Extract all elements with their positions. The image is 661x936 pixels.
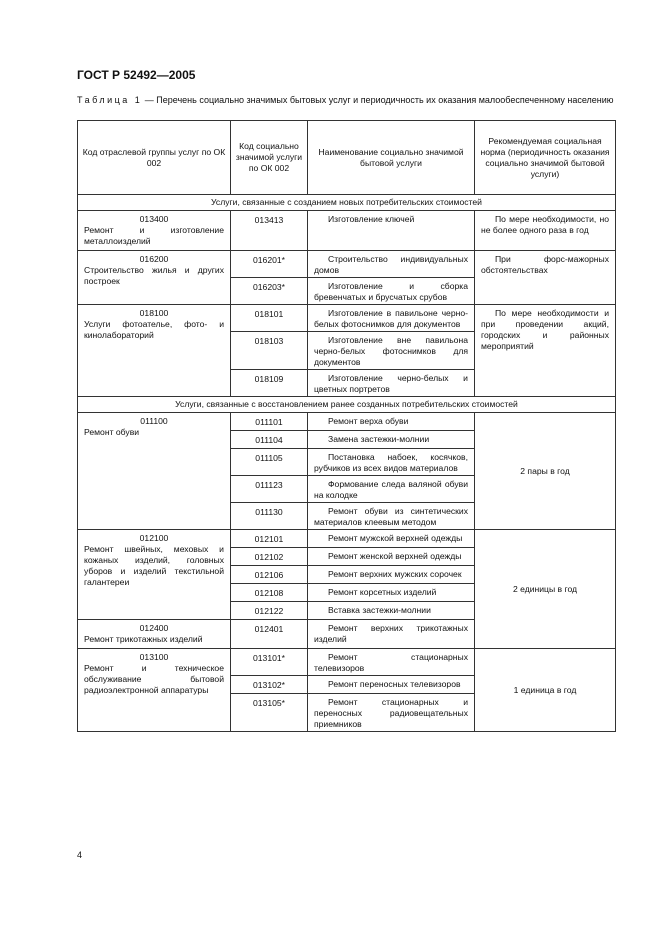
- table-row: [78, 305, 616, 332]
- service-name: Ремонт женской верхней одежды: [328, 551, 462, 561]
- service-name: Ремонт обуви из синтетических материалов клеевым методом: [314, 506, 468, 527]
- header-service-code: Код социально значимой услуги по ОК 002: [231, 121, 308, 195]
- norm-text: По мере необходимости, но не более одного раза в год: [481, 214, 609, 235]
- service-name-cell: [308, 332, 475, 370]
- service-name-cell: [308, 602, 475, 620]
- service-code: 013102*: [231, 676, 308, 694]
- table-header-row: [78, 121, 616, 195]
- norm-text: При форс-мажорных обстоятельствах: [481, 254, 609, 275]
- service-name: Ремонт верхних мужских сорочек: [328, 569, 462, 579]
- group-code: 012100: [139, 533, 169, 543]
- service-name-cell: [308, 503, 475, 530]
- service-code: 011104: [231, 431, 308, 449]
- service-name: Замена застежки-молнии: [328, 434, 430, 444]
- service-code: 011130: [231, 503, 308, 530]
- service-code: 018109: [231, 370, 308, 397]
- section-row: [78, 397, 616, 413]
- service-name: Постановка набоек, косячков, рубчиков из всех видов материалов: [314, 452, 468, 473]
- service-name-cell: [308, 413, 475, 431]
- service-code: 013413: [231, 211, 308, 251]
- service-name-cell: [308, 476, 475, 503]
- services-table: [77, 120, 616, 732]
- table-row: [78, 530, 616, 548]
- service-code: 012108: [231, 584, 308, 602]
- service-name: Изготовление ключей: [328, 214, 415, 224]
- service-name-cell: [308, 431, 475, 449]
- section-title: Услуги, связанные с созданием новых потребительских стоимостей: [78, 195, 616, 211]
- service-name-cell: [308, 251, 475, 278]
- norm-cell: [475, 305, 616, 397]
- service-code: 011105: [231, 449, 308, 476]
- service-name-cell: [308, 449, 475, 476]
- service-name: Ремонт верхних трикотажных изделий: [314, 623, 468, 644]
- service-code: 012122: [231, 602, 308, 620]
- group-name: Услуги фотоательe, фото- и кинолабораторий: [84, 319, 224, 340]
- group-code: 011100: [140, 416, 168, 426]
- service-name: Строительство индивидуальных домов: [314, 254, 468, 275]
- table-caption: [77, 95, 617, 106]
- document-header: ГОСТ Р 52492—2005: [77, 68, 196, 82]
- group-cell: [78, 413, 231, 530]
- norm-cell: [475, 211, 616, 251]
- service-name-cell: [308, 566, 475, 584]
- table-row: [78, 251, 616, 278]
- norm-cell: [475, 251, 616, 305]
- service-name: Изготовление черно-белых и цветных портретов: [314, 373, 468, 394]
- service-code: 018103: [231, 332, 308, 370]
- service-name-cell: [308, 278, 475, 305]
- group-cell: [78, 305, 231, 397]
- group-name: Ремонт швейных, меховых и кожаных изделий, головных уборов и изделий текстильной галантереи: [84, 544, 224, 587]
- group-code: 013400: [139, 214, 169, 224]
- service-name: Формование следа валяной обуви на колодке: [314, 479, 468, 500]
- page-number: 4: [77, 850, 83, 860]
- service-name-cell: [308, 694, 475, 732]
- service-name: Изготовление и сборка бревенчатых и брусчатых срубов: [314, 281, 468, 302]
- service-name-cell: [308, 548, 475, 566]
- service-name: Ремонт верха обуви: [328, 416, 409, 426]
- service-name-cell: [308, 649, 475, 676]
- group-cell: [78, 620, 231, 649]
- service-name: Вставка застежки-молнии: [328, 605, 431, 615]
- service-name-cell: [308, 211, 475, 251]
- service-name-cell: [308, 370, 475, 397]
- service-code: 012102: [231, 548, 308, 566]
- norm-cell: 2 пары в год: [475, 413, 616, 530]
- service-name: Ремонт корсетных изделий: [328, 587, 437, 597]
- group-code: 016200: [139, 254, 169, 264]
- group-name: Ремонт обуви: [84, 427, 140, 437]
- group-code: 018100: [139, 308, 169, 318]
- norm-cell: 1 единица в год: [475, 649, 616, 732]
- section-row: [78, 195, 616, 211]
- service-code: 012106: [231, 566, 308, 584]
- table-caption-label: Таблица 1: [77, 95, 143, 105]
- header-social-norm: Рекомендуемая социальная норма (периодичность оказания социально значимой бытовой услуги): [475, 121, 616, 195]
- service-code: 013101*: [231, 649, 308, 676]
- section-title: Услуги, связанные с восстановлением ранее созданных потребительских стоимостей: [78, 397, 616, 413]
- service-name: Ремонт переносных телевизоров: [328, 679, 461, 689]
- service-code: 016203*: [231, 278, 308, 305]
- norm-cell: 2 единицы в год: [475, 530, 616, 649]
- service-name-cell: [308, 584, 475, 602]
- table-row: [78, 211, 616, 251]
- service-name: Ремонт мужской верхней одежды: [328, 533, 463, 543]
- service-code: 012401: [231, 620, 308, 649]
- service-name: Ремонт стационарных телевизоров: [314, 652, 468, 673]
- service-code: 016201*: [231, 251, 308, 278]
- service-code: 013105*: [231, 694, 308, 732]
- service-name-cell: [308, 620, 475, 649]
- group-code: 012400: [139, 623, 169, 633]
- service-code: 012101: [231, 530, 308, 548]
- group-name: Строительство жилья и других построек: [84, 265, 224, 286]
- service-name: Изготовление вне павильона черно-белых фотоснимков для документов: [314, 335, 468, 367]
- norm-text: По мере необходимости и при проведении акций, городских и районных мероприятий: [481, 308, 609, 351]
- group-name: Ремонт трикотажных изделий: [84, 634, 203, 644]
- table-row: [78, 413, 616, 431]
- service-code: 011123: [231, 476, 308, 503]
- group-name: Ремонт и техническое обслуживание бытовой радиоэлектронной аппаратуры: [84, 663, 224, 695]
- group-cell: [78, 649, 231, 732]
- service-code: 018101: [231, 305, 308, 332]
- table-caption-text: — Перечень социально значимых бытовых услуг и периодичность их оказания малообеспеченному населению: [142, 95, 614, 105]
- service-name-cell: [308, 530, 475, 548]
- header-group-code: Код отраслевой группы услуг по ОК 002: [78, 121, 231, 195]
- service-name: Ремонт стационарных и переносных радиовещательных приемников: [314, 697, 468, 729]
- group-code: 013100: [139, 652, 169, 662]
- group-name: Ремонт и изготовление металлоизделий: [84, 225, 224, 246]
- group-cell: [78, 530, 231, 620]
- service-code: 011101: [231, 413, 308, 431]
- service-name: Изготовление в павильоне черно-белых фотоснимков для документов: [314, 308, 468, 329]
- table-row: [78, 649, 616, 676]
- group-cell: [78, 211, 231, 251]
- service-name-cell: [308, 676, 475, 694]
- service-name-cell: [308, 305, 475, 332]
- header-service-name: Наименование социально значимой бытовой услуги: [308, 121, 475, 195]
- group-cell: [78, 251, 231, 305]
